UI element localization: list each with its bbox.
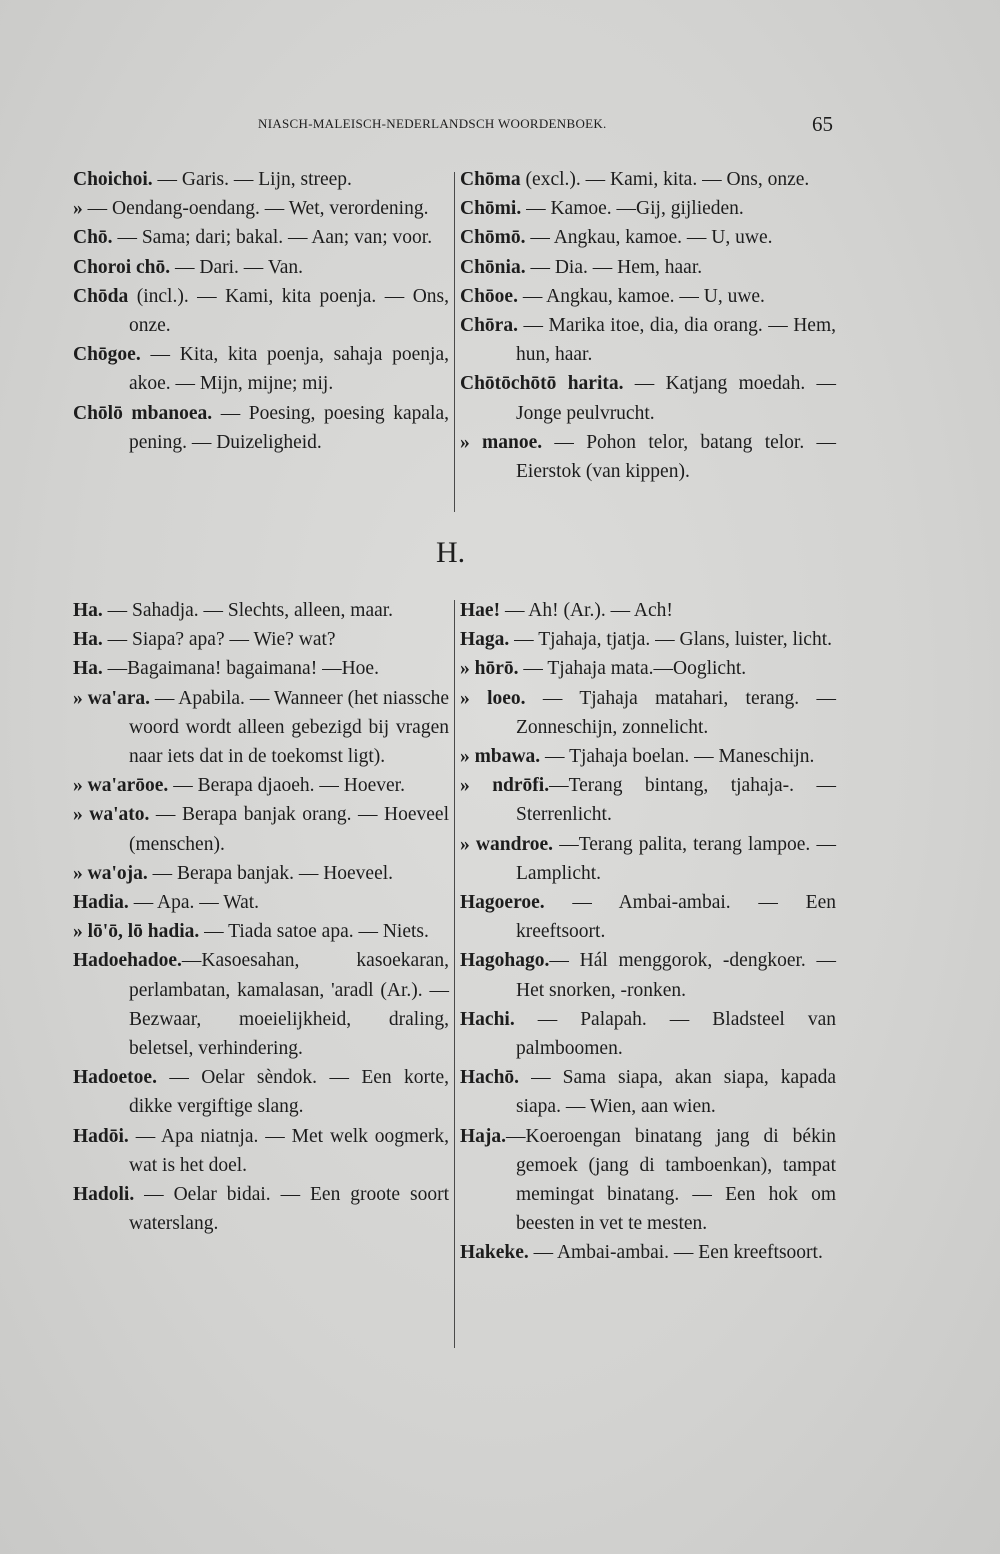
dictionary-entry bbox=[460, 1063, 836, 1121]
headword: Chōlō mbanoea. bbox=[73, 402, 213, 424]
headword: » mbawa. bbox=[460, 746, 541, 768]
dictionary-entry bbox=[460, 369, 836, 427]
right-column-bottom bbox=[460, 596, 836, 1268]
definition: — Ah! (Ar.). — Ach! bbox=[500, 600, 673, 621]
headword: Chōmi. bbox=[460, 198, 522, 220]
dictionary-entry bbox=[73, 946, 449, 1063]
definition: — Poesing, poesing kapala, pening. — Duizeligheid. bbox=[129, 402, 449, 453]
dictionary-entry bbox=[460, 1122, 836, 1239]
headword: » wa'oja. bbox=[73, 862, 148, 884]
dictionary-entry bbox=[460, 771, 836, 829]
headword: Ha. bbox=[73, 658, 103, 680]
column-divider-bottom bbox=[454, 600, 455, 1348]
headword: » wa'ato. bbox=[73, 804, 150, 826]
headword: Chōnia. bbox=[460, 256, 526, 278]
dictionary-entry bbox=[460, 223, 836, 252]
dictionary-entry bbox=[73, 859, 449, 888]
headword: » bbox=[73, 198, 83, 220]
running-title: NIASCH-MALEISCH-NEDERLANDSCH WOORDENBOEK. bbox=[258, 116, 607, 131]
definition: —Kasoesahan, kasoekaran, perlambatan, kamalasan, 'aradl (Ar.). — Bezwaar, moeielijkheid, draling, beletsel, verhindering. bbox=[129, 950, 449, 1060]
definition: — Kita, kita poenja, sahaja poenja, akoe. — Mijn, mijne; mij. bbox=[129, 344, 449, 395]
headword: Chōda bbox=[73, 285, 129, 307]
headword: Haga. bbox=[460, 629, 510, 651]
headword: Hachi. bbox=[460, 1008, 515, 1030]
definition: — Dia. — Hem, haar. bbox=[525, 256, 703, 278]
definition: — Angkau, kamoe. — U, uwe. bbox=[517, 285, 765, 307]
dictionary-entry bbox=[460, 654, 836, 683]
definition: (excl.). — Kami, kita. — Ons, onze. bbox=[520, 169, 810, 190]
right-column-top bbox=[460, 165, 836, 486]
dictionary-entry bbox=[73, 223, 449, 252]
dictionary-entry bbox=[73, 399, 449, 457]
definition: — Siapa? apa? — Wie? wat? bbox=[102, 629, 336, 651]
dictionary-entry bbox=[73, 282, 449, 340]
headword: Chōmō. bbox=[460, 227, 526, 249]
dictionary-entry bbox=[460, 830, 836, 888]
definition: — Marika itoe, dia, dia orang. — Hem, hun, haar. bbox=[516, 315, 836, 366]
dictionary-entry bbox=[460, 282, 836, 311]
definition: — Tjahaja matahari, terang. — Zonneschijn, zonnelicht. bbox=[516, 687, 836, 738]
dictionary-entry bbox=[460, 1238, 836, 1267]
headword: » lō'ō, lō hadia. bbox=[73, 921, 200, 943]
definition: —Bagaimana! bagaimana! —Hoe. bbox=[102, 658, 379, 680]
dictionary-entry bbox=[73, 1063, 449, 1121]
definition: — Ambai-ambai. — Een kreeftsoort. bbox=[528, 1242, 823, 1264]
dictionary-entry bbox=[73, 340, 449, 398]
dictionary-entry bbox=[73, 917, 449, 946]
dictionary-entry bbox=[460, 742, 836, 771]
definition: — Sama siapa, akan siapa, kapada siapa. — Wien, aan wien. bbox=[516, 1067, 836, 1118]
definition: — Angkau, kamoe. — U, uwe. bbox=[525, 227, 773, 249]
definition: — Hál menggorok, -dengkoer. — Het snorken, -ronken. bbox=[516, 950, 836, 1001]
definition: — Sahadja. — Slechts, alleen, maar. bbox=[102, 600, 394, 621]
definition: — Palapah. — Bladsteel van palmboomen. bbox=[514, 1008, 836, 1060]
headword: Hakeke. bbox=[460, 1242, 529, 1264]
definition: — Berapa banjak orang. — Hoeveel (menschen). bbox=[129, 804, 449, 855]
page-number: 65 bbox=[812, 112, 833, 136]
headword: » loeo. bbox=[460, 687, 526, 709]
definition: — Pohon telor, batang telor. — Eierstok (van kippen). bbox=[516, 431, 837, 483]
dictionary-entry bbox=[460, 428, 836, 486]
headword: Hadoetoe. bbox=[73, 1067, 157, 1089]
column-divider-top bbox=[454, 172, 455, 512]
dictionary-entry bbox=[73, 1122, 449, 1180]
definition: — Garis. — Lijn, streep. bbox=[152, 169, 352, 190]
headword: Chōgoe. bbox=[73, 344, 141, 366]
headword: Chō. bbox=[73, 227, 113, 249]
page-header bbox=[0, 112, 1000, 142]
headword: Hachō. bbox=[460, 1067, 520, 1089]
definition: —Terang bintang, tjahaja-. — Sterrenlicht. bbox=[516, 775, 836, 826]
left-column-top bbox=[73, 165, 449, 457]
headword: » wandroe. bbox=[460, 833, 554, 855]
definition: — Dari. — Van. bbox=[170, 256, 304, 278]
definition: (incl.). — Kami, kita poenja. — Ons, onze. bbox=[128, 285, 449, 337]
headword: Hagohago. bbox=[460, 950, 550, 972]
definition: — Apabila. — Wanneer (het niassche woord wordt alleen gebezigd bij vragen naar iets dat in de toekomst ligt). bbox=[129, 687, 450, 768]
headword: Choroi chō. bbox=[73, 256, 171, 278]
dictionary-entry bbox=[73, 888, 449, 917]
section-letter: H. bbox=[436, 536, 466, 569]
definition: —Koeroengan binatang jang di békin gemoek (jang di tamboenkan), tampat memingat binatang. — Een hok om beesten in vet te mesten. bbox=[506, 1125, 836, 1235]
definition: — Tjahaja, tjatja. — Glans, luister, licht. bbox=[509, 629, 832, 651]
definition: — Berapa djaoeh. — Hoever. bbox=[168, 775, 405, 797]
definition: — Oelar sèndok. — Een korte, dikke vergiftige slang. bbox=[129, 1067, 449, 1118]
definition: — Apa niatnja. — Met welk oogmerk, wat is het doel. bbox=[128, 1125, 449, 1176]
headword: Hagoeroe. bbox=[460, 892, 545, 914]
dictionary-entry bbox=[460, 165, 836, 194]
definition: — Oendang-oendang. — Wet, verordening. bbox=[82, 198, 429, 220]
headword: » ndrōfi. bbox=[460, 775, 550, 797]
headword: » wa'ara. bbox=[73, 687, 150, 709]
definition: — Tjahaja mata.—Ooglicht. bbox=[518, 658, 747, 680]
definition: — Katjang moedah. — Jonge peulvrucht. bbox=[516, 373, 836, 424]
dictionary-entry bbox=[73, 625, 449, 654]
dictionary-entry bbox=[460, 625, 836, 654]
headword: Ha. bbox=[73, 600, 103, 621]
dictionary-entry bbox=[73, 194, 449, 223]
dictionary-entry bbox=[460, 946, 836, 1004]
dictionary-entry bbox=[460, 684, 836, 742]
dictionary-entry bbox=[460, 596, 836, 625]
headword: Hadoli. bbox=[73, 1184, 135, 1206]
definition: — Ambai-ambai. — Een kreeftsoort. bbox=[516, 892, 836, 943]
dictionary-entry bbox=[73, 771, 449, 800]
dictionary-entry bbox=[73, 596, 449, 625]
headword: Hae! bbox=[460, 600, 501, 621]
headword: » wa'arōoe. bbox=[73, 775, 169, 797]
headword: » hōrō. bbox=[460, 658, 519, 680]
headword: Haja. bbox=[460, 1125, 507, 1147]
dictionary-entry bbox=[73, 684, 449, 772]
dictionary-entry bbox=[460, 194, 836, 223]
definition: — Oelar bidai. — Een groote soort waterslang. bbox=[129, 1184, 449, 1235]
dictionary-entry bbox=[460, 253, 836, 282]
dictionary-entry bbox=[460, 311, 836, 369]
dictionary-entry bbox=[73, 654, 449, 683]
dictionary-entry bbox=[73, 1180, 449, 1238]
headword: Chōma bbox=[460, 169, 521, 190]
dictionary-entry bbox=[460, 1005, 836, 1063]
headword: Chōtōchōtō harita. bbox=[460, 373, 624, 395]
headword: Hadoehadoe. bbox=[73, 950, 182, 972]
left-column-bottom bbox=[73, 596, 449, 1238]
headword: Hadia. bbox=[73, 892, 129, 914]
definition: — Tjahaja boelan. — Maneschijn. bbox=[540, 746, 815, 768]
definition: — Kamoe. —Gij, gijlieden. bbox=[521, 198, 744, 220]
definition: — Tiada satoe apa. — Niets. bbox=[199, 921, 429, 943]
headword: Ha. bbox=[73, 629, 103, 651]
headword: Choichoi. bbox=[73, 169, 153, 190]
headword: Chōra. bbox=[460, 315, 518, 337]
dictionary-entry bbox=[73, 800, 449, 858]
definition: —Terang palita, terang lampoe. — Lamplicht. bbox=[516, 833, 836, 884]
headword: Chōoe. bbox=[460, 285, 518, 307]
definition: — Sama; dari; bakal. — Aan; van; voor. bbox=[112, 227, 433, 249]
dictionary-entry bbox=[73, 253, 449, 282]
headword: » manoe. bbox=[460, 431, 543, 453]
definition: — Apa. — Wat. bbox=[128, 892, 260, 914]
dictionary-entry bbox=[460, 888, 836, 946]
definition: — Berapa banjak. — Hoeveel. bbox=[147, 862, 394, 884]
dictionary-entry bbox=[73, 165, 449, 194]
headword: Hadōi. bbox=[73, 1125, 129, 1147]
